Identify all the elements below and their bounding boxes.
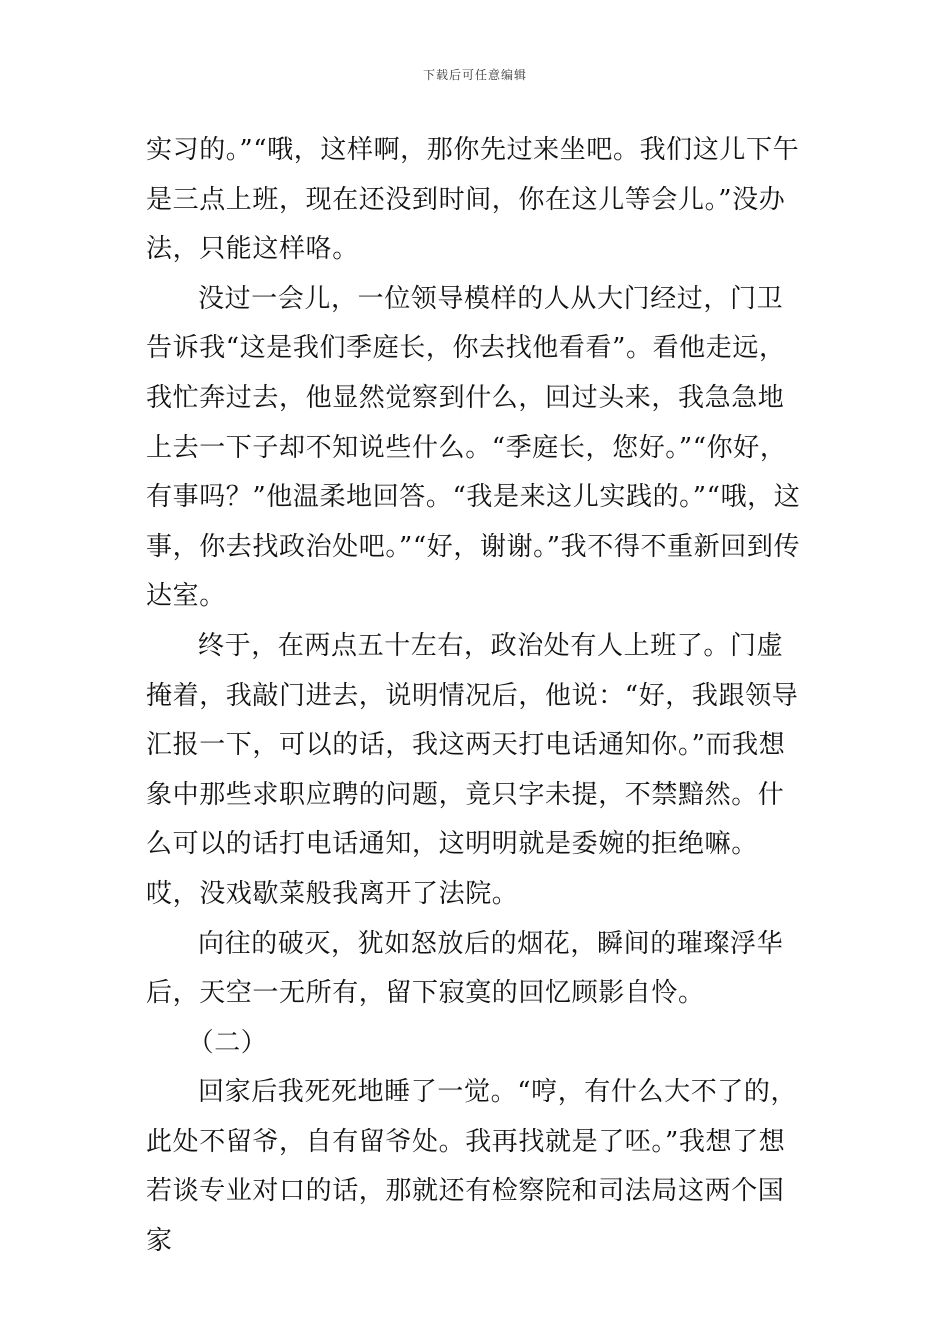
- paragraph-2: 没过一会儿，一位领导模样的人从大门经过，门卫告诉我“这是我们季庭长，你去找他看看”。看他走远，我忙奔过去，他显然觉察到什么，回过头来，我急急地上去一下子却不知说些什么。“季庭长，您好。”“你好，有事吗？”他温柔地回答。“我是来这儿实践的。”“哦，这事，你去找政治处吧。”“好，谢谢。”我不得不重新回到传达室。: [146, 283, 801, 612]
- paragraph-1: 实习的。”“哦，这样啊，那你先过来坐吧。我们这儿下午是三点上班，现在还没到时间，你在这儿等会儿。”没办法，只能这样咯。: [146, 135, 800, 265]
- section-heading: （二）: [187, 1027, 268, 1058]
- document-body: [146, 126, 808, 1267]
- paragraph-3: 终于，在两点五十左右，政治处有人上班了。门虚掩着，我敲门进去，说明情况后，他说：“好，我跟领导汇报一下，可以的话，我这两天打电话通知你。”而我想象中那些求职应聘的问题，竟只字未提，不禁黯然。什么可以的话打电话通知，这明明就是委婉的拒绝嘛。哎，没戏歇菜般我离开了法院。: [146, 630, 799, 909]
- paragraph-4: 向往的破灭，犹如怒放后的烟花，瞬间的璀璨浮华后，天空一无所有，留下寂寞的回忆顾影自怜。: [146, 928, 784, 1009]
- page-header: 下载后可任意编辑: [422, 68, 527, 82]
- paragraph-5: 回家后我死死地睡了一觉。“哼，有什么大不了的，此处不留爷，自有留爷处。我再找就是了呸。”我想了想若谈专业对口的话，那就还有检察院和司法局这两个国家: [146, 1077, 798, 1257]
